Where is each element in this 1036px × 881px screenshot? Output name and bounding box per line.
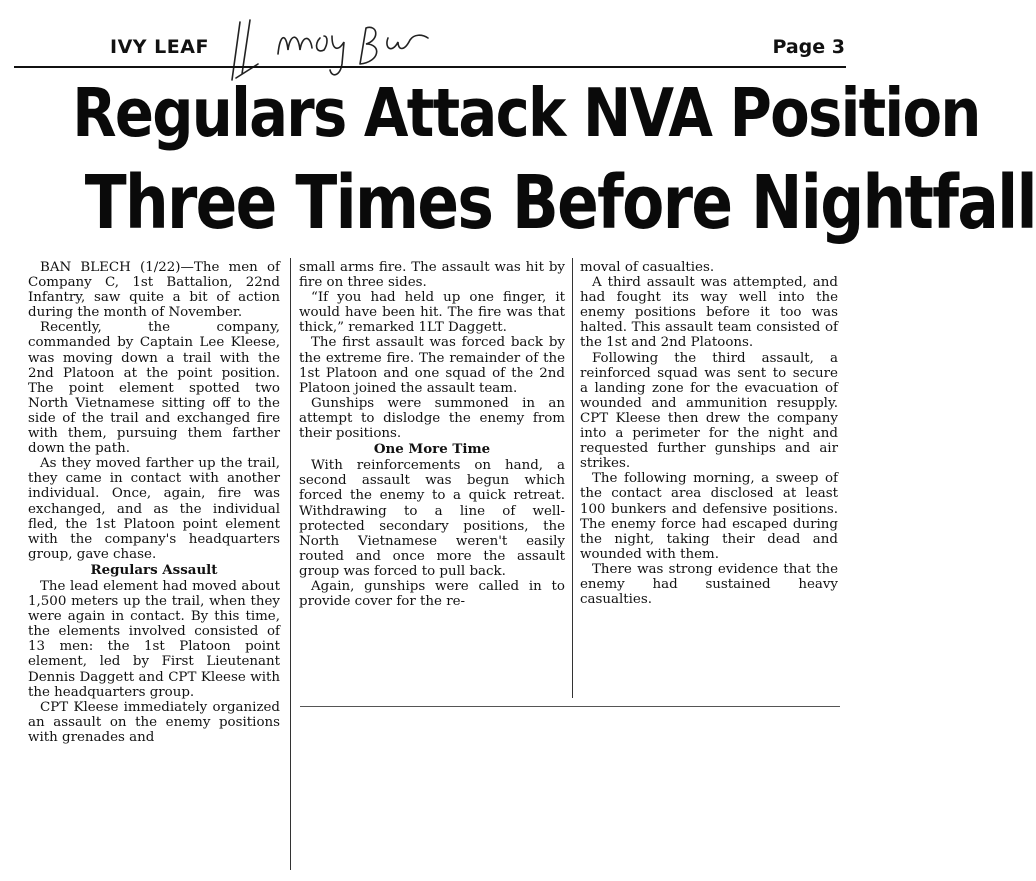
headline-line-1: Regulars Attack NVA Position bbox=[72, 74, 980, 152]
paragraph: A third assault was attempted, and had fought its way well into the enemy positions before it too was halted. This assault team consisted of the 1st and 2nd Platoons. bbox=[580, 275, 838, 351]
paragraph: There was strong evidence that the enemy had sustained heavy casualties. bbox=[580, 561, 838, 608]
paragraph: The following morning, a sweep of the contact area disclosed at least 100 bunkers and defensive positions. The enemy force had escaped during the night, taking their dead and wounded with them. bbox=[580, 471, 838, 562]
paragraph: BAN BLECH (1/22)—The men of Company C, 1st Battalion, 22nd Infantry, saw quite a bit of action during the month of November. bbox=[28, 260, 280, 321]
paragraph: As they moved farther up the trail, they came in contact with another individual. Once, again, fire was exchanged, and as the individual fled, the 1st Platoon point element with the company's headquarters group, gave chase. bbox=[28, 456, 280, 562]
paper-name: IVY LEAF bbox=[110, 36, 209, 58]
paragraph: The first assault was forced back by the extreme fire. The remainder of the 1st Platoon and one squad of the 2nd Platoon joined the assault team. bbox=[299, 335, 565, 396]
paragraph: small arms fire. The assault was hit by fire on three sides. bbox=[299, 260, 565, 291]
paragraph: Gunships were summoned in an attempt to dislodge the enemy from their positions. bbox=[299, 395, 565, 442]
paragraph: “If you had held up one finger, it would have been hit. The fire was that thick,” remarked 1LT Daggett. bbox=[299, 290, 565, 336]
article-end-rule bbox=[300, 706, 840, 707]
masthead-rule bbox=[14, 66, 846, 68]
masthead bbox=[110, 34, 845, 64]
subhead-one-more-time: One More Time bbox=[373, 441, 491, 458]
article-column-3 bbox=[580, 260, 838, 607]
article-column-1 bbox=[28, 260, 280, 745]
column-divider bbox=[290, 258, 291, 870]
subhead-regulars-assault: Regulars Assault bbox=[90, 561, 218, 578]
paragraph: With reinforcements on hand, a second assault was begun which forced the enemy to a quick retreat. Withdrawing to a line of well-protected secondary positions, the North Vietnamese weren't easily routed and once more the assault group was forced to pull back. bbox=[299, 458, 565, 579]
paragraph: Again, gunships were called in to provide cover for the re- bbox=[299, 578, 565, 610]
paragraph: moval of casualties. bbox=[580, 260, 715, 275]
page-number: Page 3 bbox=[772, 36, 845, 58]
column-divider bbox=[572, 258, 573, 698]
paragraph: Following the third assault, a reinforced squad was sent to secure a landing zone for the evacuation of wounded and ammunition resupply. CPT Kleese then drew the company into a perimeter for the night and requested further gunships and air strikes. bbox=[580, 350, 838, 472]
paragraph: The lead element had moved about 1,500 meters up the trail, when they were again in contact. By this time, the elements involved consisted of 13 men: the 1st Platoon point element, led by First Lieutenant Dennis Daggett and CPT Kleese with the headquarters group. bbox=[28, 578, 280, 700]
paragraph: CPT Kleese immediately organized an assault on the enemy positions with grenades and bbox=[28, 699, 280, 745]
article-column-2 bbox=[299, 260, 565, 609]
paragraph: Recently, the company, commanded by Captain Lee Kleese, was moving down a trail with the 2nd Platoon at the point position. The point element spotted two North Vietnamese sitting off to the side of the trail and exchanged fire with them, pursuing them farther down the path. bbox=[28, 320, 280, 457]
headline-line-2: Three Times Before Nightfall bbox=[84, 160, 1036, 246]
